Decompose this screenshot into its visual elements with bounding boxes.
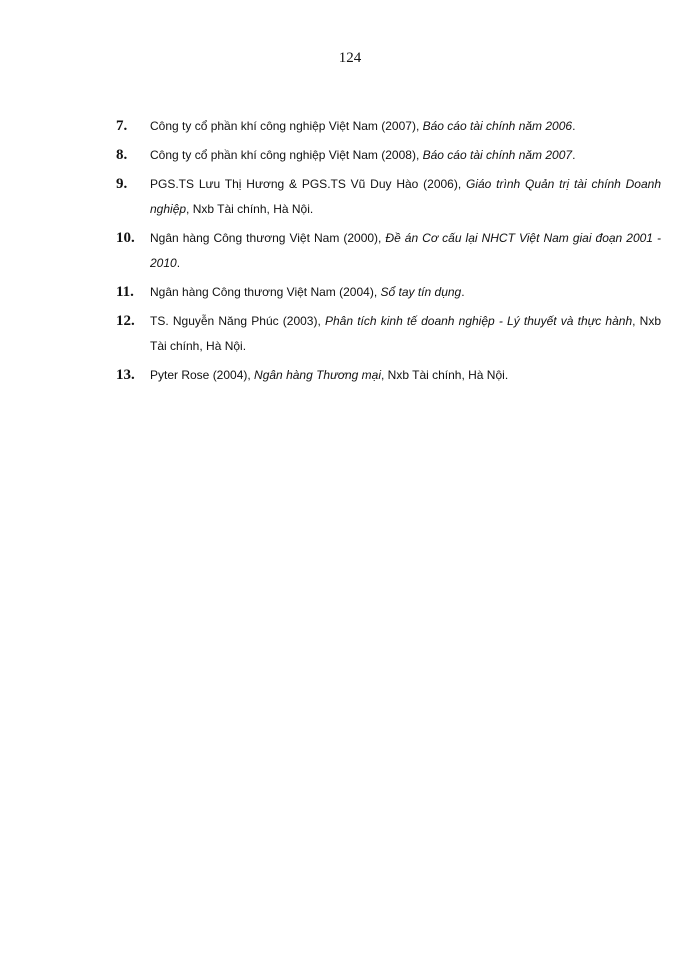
reference-title: Đề án Cơ cấu lại NHCT Việt Nam giai đoạn 2001 - 2010 (150, 231, 662, 270)
reference-text (150, 226, 661, 276)
reference-number: 7. (116, 118, 128, 134)
reference-authors: Ngân hàng Công thương Việt Nam (2000), (150, 231, 386, 245)
reference-title: Báo cáo tài chính năm 2007 (422, 148, 573, 162)
reference-text (150, 172, 661, 222)
reference-number: 12. (116, 313, 135, 329)
reference-number: 8. (116, 147, 128, 163)
reference-text (150, 363, 661, 388)
reference-tail: . (572, 148, 576, 162)
reference-text (150, 114, 661, 139)
reference-title: Giáo trình Quản trị tài chính Doanh nghiệp (150, 177, 661, 216)
reference-authors: TS. Nguyễn Năng Phúc (2003), (150, 314, 325, 328)
reference-item (116, 143, 661, 168)
reference-text (150, 309, 661, 359)
reference-tail: . (176, 256, 181, 270)
page-number: 124 (338, 50, 362, 66)
reference-tail: , Nxb Tài chính, Hà Nội. (186, 202, 314, 216)
reference-authors: Công ty cổ phần khí công nghiệp Việt Nam (2007), (150, 119, 423, 133)
reference-title: Báo cáo tài chính năm 2006 (422, 119, 573, 133)
reference-item (116, 280, 661, 305)
reference-authors: Công ty cổ phần khí công nghiệp Việt Nam (2008), (150, 148, 423, 162)
reference-tail: , Nxb Tài chính, Hà Nội. (380, 368, 509, 382)
reference-item (116, 226, 661, 276)
reference-tail: . (461, 285, 465, 299)
reference-authors: Pyter Rose (2004), (150, 368, 255, 382)
reference-number: 13. (116, 367, 135, 383)
reference-item (116, 172, 661, 222)
reference-number: 10. (116, 230, 135, 246)
reference-text (150, 143, 661, 168)
reference-number: 9. (116, 176, 128, 192)
reference-list (116, 114, 661, 392)
reference-tail: . (572, 119, 576, 133)
reference-title: Phân tích kinh tế doanh nghiệp - Lý thuyết và thực hành (325, 314, 633, 328)
reference-tail: , Nxb Tài chính, Hà Nội. (150, 314, 661, 353)
reference-item (116, 309, 661, 359)
reference-authors: Ngân hàng Công thương Việt Nam (2004), (150, 285, 381, 299)
reference-title: Ngân hàng Thương mại (254, 368, 381, 382)
reference-text (150, 280, 661, 305)
reference-title: Sổ tay tín dụng (380, 285, 462, 299)
reference-authors: PGS.TS Lưu Thị Hương & PGS.TS Vũ Duy Hào (2006), (150, 177, 466, 191)
reference-number: 11. (116, 284, 134, 300)
reference-item (116, 363, 661, 388)
reference-item (116, 114, 661, 139)
